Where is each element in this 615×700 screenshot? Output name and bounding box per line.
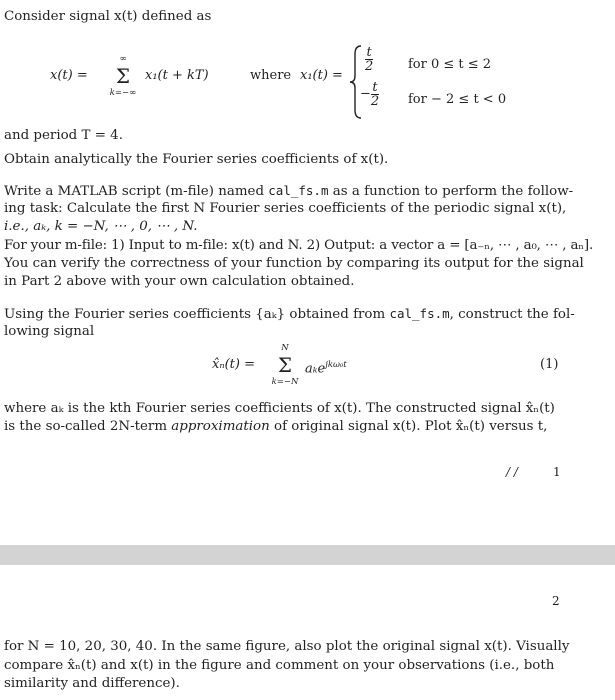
matlab-line-1b: as a function to perform the follow- [328,184,574,199]
eq1-term: x₁(t + kT) [145,68,209,83]
eq1-sum-top: ∞ [119,54,127,64]
case1-frac [365,46,373,73]
eq1-sum [103,51,143,101]
final-line-3: similarity and difference). [4,676,180,691]
page-divider [0,545,615,565]
final-line-1: for N = 10, 20, 30, 40. In the same figure, also plot the original signal x(t). Visually [4,639,570,654]
matlab-line-6: in Part 2 above with your own calculation obtained. [4,274,355,289]
eq1-where: where [250,68,292,83]
approximation-word: approximation [171,419,270,434]
using-line-1b: , construct the fol- [449,307,575,322]
matlab-line-4: For your m-file: 1) Input to m-file: x(t) and N. 2) Output: a vector a = [a₋ₙ, ⋯ , a₀, ⋯ , aₙ]. [4,238,594,253]
eq2-term-base: aₖe [305,361,326,377]
case2-sign: − [360,86,371,102]
case1-den: 2 [365,59,374,74]
sigma-symbol: Σ [115,64,131,88]
where-line-2 [4,418,609,436]
eq2-term [305,357,347,377]
eq2-lhs: x̂ₙ(t) = [212,357,255,372]
case1-cond: for 0 ≤ t ≤ 2 [408,57,492,72]
using-line-1a: Using the Fourier series coefficients {aₖ} obtained from [4,307,390,322]
matlab-line-1 [4,182,609,201]
eq1-sum-bottom: k=−∞ [109,88,137,98]
slash-marks: / / [506,465,518,479]
period-text: and period T = 4. [4,128,123,143]
matlab-line-3: i.e., aₖ, k = −N, ⋯ , 0, ⋯ , N. [4,219,198,234]
intro-text: Consider signal x(t) defined as [4,9,212,24]
where-line-2b: of original signal x(t). Plot x̂ₙ(t) versus t, [269,419,548,434]
eq1-lhs: x(t) = [50,68,88,83]
eq2-sum-bottom: k=−N [271,377,299,387]
eq1-x1: x₁(t) = [300,68,343,83]
filename-code: cal_fs.m [268,183,329,198]
where-line-2a: is the so-called 2N-term [4,419,172,434]
page-number-2: 2 [552,594,560,608]
case2-cond: for − 2 ≤ t < 0 [408,92,507,107]
eq2-sum-top: N [281,343,289,353]
where-line-1: where aₖ is the kth Fourier series coefficients of x(t). The constructed signal x̂ₙ(t) [4,401,555,416]
matlab-line-2: ing task: Calculate the first N Fourier series coefficients of the periodic signal x(t), [4,201,567,216]
eq2-sum [265,340,305,390]
sigma-symbol-2: Σ [277,353,293,377]
case2-num: t [372,80,378,95]
matlab-line-5: You can verify the correctness of your function by comparing its output for the signal [4,256,584,271]
matlab-line-1a: Write a MATLAB script (m-file) named [4,184,269,199]
case2-den: 2 [370,94,380,109]
case2-frac [360,81,379,108]
final-line-2: compare x̂ₙ(t) and x(t) in the figure and comment on your observations (i.e., both [4,658,555,673]
using-line-1 [4,305,609,324]
eq2-exponent: jkω₀t [325,360,347,370]
case1-num: t [366,45,372,60]
equation-number: (1) [540,357,559,372]
obtain-text: Obtain analytically the Fourier series coefficients of x(t). [4,152,389,167]
page-number-1: 1 [553,465,561,479]
using-line-2: lowing signal [4,324,95,339]
filename-code-2: cal_fs.m [389,306,450,321]
